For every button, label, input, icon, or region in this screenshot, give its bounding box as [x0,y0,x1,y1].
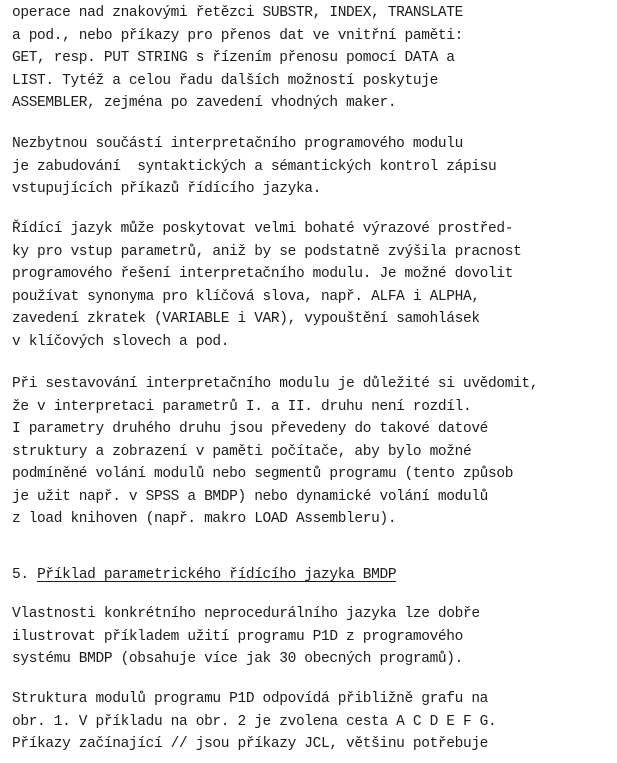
section-title: Příklad parametrického řídícího jazyka BMDP [37,567,397,583]
paragraph-2 [12,133,496,201]
text-line: že v interpretaci parametrů I. a II. druhu není rozdíl. [12,398,472,415]
text-line: ky pro vstup parametrů, aniž by se podstatně zvýšila pracnost [12,243,522,260]
text-line: operace nad znakovými řetězci SUBSTR, INDEX, TRANSLATE [12,5,463,21]
text-line: programového řešení interpretačního modulu. Je možné dovolit [12,266,514,282]
section-number: 5. [12,567,29,583]
text-line: LIST. Tytéž a celou řadu dalších možností poskytuje [12,72,438,89]
text-line: Vlastnosti konkrétního neprocedurálního jazyka lze dobře [12,606,480,622]
paragraph-4 [12,373,538,531]
text-line: systému BMDP (obsahuje více jak 30 obecných programů). [12,651,463,667]
paragraph-6 [12,688,496,756]
paragraph-5 [12,603,480,671]
text-line: a pod., nebo příkazy pro přenos dat ve vnitřní paměti: [12,27,463,44]
text-line: ilustrovat příkladem užití programu P1D z programového [12,628,463,645]
section-heading [12,564,396,587]
text-line: podmíněné volání modulů nebo segmentů programu (tento způsob [12,466,514,482]
text-line: Při sestavování interpretačního modulu je důležité si uvědomit, [12,376,539,392]
text-line: struktury a zobrazení v paměti počítače, aby bylo možné [12,443,472,460]
text-line: Příkazy začínající // jsou příkazy JCL, většinu potřebuje [12,736,489,752]
paragraph-1 [12,2,463,115]
paragraph-3 [12,218,521,353]
text-line: GET, resp. PUT STRING s řízením přenosu pomocí DATA a [12,50,455,66]
text-line: v klíčových slovech a pod. [12,333,230,350]
text-line: vstupujících příkazů řídícího jazyka. [12,181,322,197]
text-line: I parametry druhého druhu jsou převedeny do takové datové [12,421,489,437]
text-line: ASSEMBLER, zejména po zavedení vhodných maker. [12,95,397,111]
text-line: z load knihoven (např. makro LOAD Assembleru). [12,511,397,527]
heading-line [12,564,396,587]
text-line: Řídící jazyk může poskytovat velmi bohaté výrazové prostřed- [12,221,514,237]
text-line: obr. 1. V příkladu na obr. 2 je zvolena cesta A C D E F G. [12,713,497,730]
text-line: zavedení zkratek (VARIABLE i VAR), vypouštění samohlásek [12,311,480,327]
text-line: je užit např. v SPSS a BMDP) nebo dynamické volání modulů [12,488,489,505]
text-line: je zabudování syntaktických a sémantických kontrol zápisu [12,158,497,175]
text-line: Nezbytnou součástí interpretačního programového modulu [12,136,463,152]
text-line: používat synonyma pro klíčová slova, např. ALFA i ALPHA, [12,288,480,305]
text-line: Struktura modulů programu P1D odpovídá přibližně grafu na [12,691,489,707]
